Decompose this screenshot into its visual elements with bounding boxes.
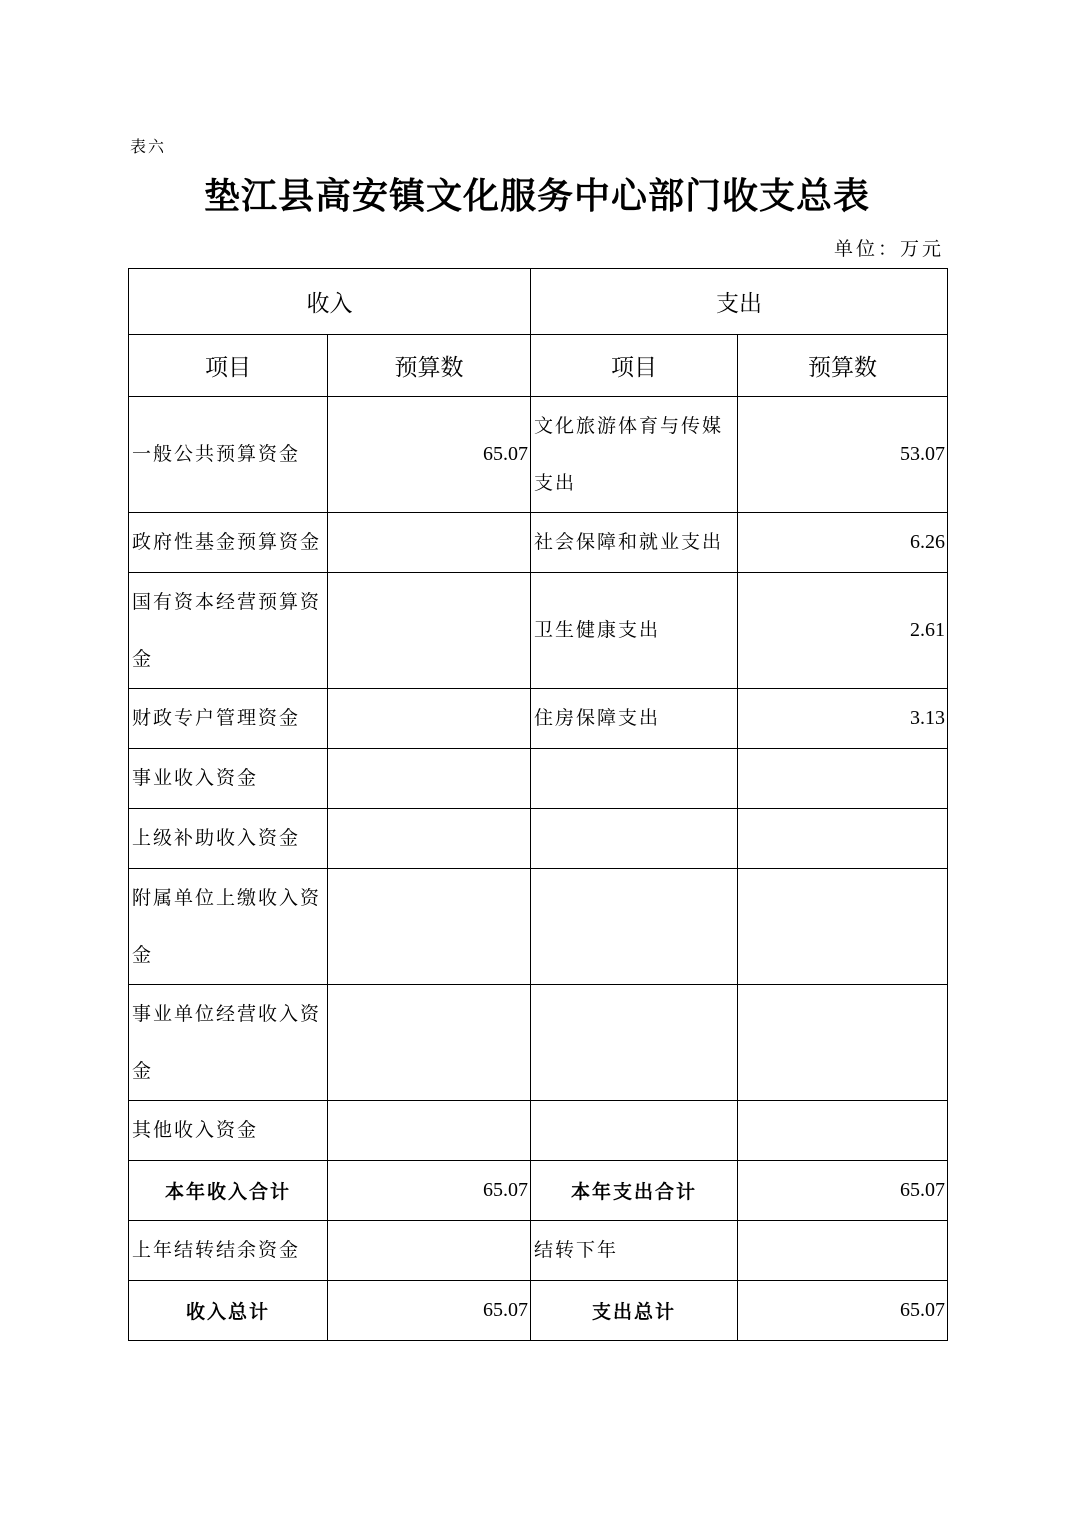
column-header-row bbox=[129, 335, 948, 397]
expense-budget-header: 预算数 bbox=[738, 335, 948, 397]
income-item bbox=[129, 809, 328, 869]
expense-item bbox=[531, 749, 738, 809]
income-item bbox=[129, 513, 328, 573]
expense-item bbox=[531, 689, 738, 749]
section-header-row bbox=[129, 269, 948, 335]
expense-section-header: 支出 bbox=[531, 269, 948, 335]
expense-item bbox=[531, 985, 738, 1101]
expense-item-text: 文化旅游体育与传媒支出 bbox=[534, 414, 724, 494]
table-row bbox=[129, 1101, 948, 1161]
expense-value bbox=[738, 809, 948, 869]
income-budget-header: 预算数 bbox=[328, 335, 531, 397]
income-item bbox=[129, 689, 328, 749]
income-item bbox=[129, 573, 328, 689]
expense-item-text: 卫生健康支出 bbox=[534, 619, 661, 641]
table-row bbox=[129, 869, 948, 985]
expense-value bbox=[738, 749, 948, 809]
income-year-total-label: 本年收入合计 bbox=[129, 1161, 328, 1221]
income-grand-total-value: 65.07 bbox=[328, 1281, 531, 1341]
expense-value: 3.13 bbox=[738, 689, 948, 749]
income-carryover-text: 上年结转结余资金 bbox=[132, 1239, 301, 1261]
table-row bbox=[129, 397, 948, 513]
expense-item bbox=[531, 869, 738, 985]
income-item-text: 财政专户管理资金 bbox=[132, 707, 301, 729]
income-value bbox=[328, 809, 531, 869]
income-grand-total-label: 收入总计 bbox=[129, 1281, 328, 1341]
income-item-text: 政府性基金预算资金 bbox=[132, 531, 322, 553]
income-expense-table bbox=[128, 268, 948, 1341]
expense-item bbox=[531, 513, 738, 573]
income-value bbox=[328, 689, 531, 749]
expense-item-text: 住房保障支出 bbox=[534, 707, 661, 729]
income-item-text: 事业单位经营收入资金 bbox=[132, 1002, 322, 1082]
income-item bbox=[129, 985, 328, 1101]
income-value bbox=[328, 985, 531, 1101]
income-item-text: 事业收入资金 bbox=[132, 767, 259, 789]
income-value bbox=[328, 1101, 531, 1161]
table-row bbox=[129, 809, 948, 869]
table-number-label: 表六 bbox=[130, 137, 167, 156]
expense-value: 53.07 bbox=[738, 397, 948, 513]
table-row bbox=[129, 573, 948, 689]
expense-item-header: 项目 bbox=[531, 335, 738, 397]
income-item bbox=[129, 397, 328, 513]
income-carryover-label bbox=[129, 1221, 328, 1281]
expense-item bbox=[531, 573, 738, 689]
income-item-text: 国有资本经营预算资金 bbox=[132, 590, 322, 670]
expense-item bbox=[531, 1101, 738, 1161]
income-item bbox=[129, 869, 328, 985]
expense-carryover-text: 结转下年 bbox=[534, 1239, 619, 1261]
expense-year-total-label: 本年支出合计 bbox=[531, 1161, 738, 1221]
table-row bbox=[129, 689, 948, 749]
income-item-text: 附属单位上缴收入资金 bbox=[132, 886, 322, 966]
expense-item bbox=[531, 397, 738, 513]
income-item-text: 一般公共预算资金 bbox=[132, 443, 301, 465]
page-title: 垫江县高安镇文化服务中心部门收支总表 bbox=[203, 175, 870, 217]
income-year-total-value: 65.07 bbox=[328, 1161, 531, 1221]
income-section-header: 收入 bbox=[129, 269, 531, 335]
expense-value bbox=[738, 869, 948, 985]
expense-value bbox=[738, 985, 948, 1101]
income-item-header: 项目 bbox=[129, 335, 328, 397]
income-item-text: 其他收入资金 bbox=[132, 1119, 259, 1141]
expense-item bbox=[531, 809, 738, 869]
table-row bbox=[129, 985, 948, 1101]
income-value: 65.07 bbox=[328, 397, 531, 513]
expense-year-total-value: 65.07 bbox=[738, 1161, 948, 1221]
expense-grand-total-label: 支出总计 bbox=[531, 1281, 738, 1341]
year-total-row bbox=[129, 1161, 948, 1221]
expense-carryover-value bbox=[738, 1221, 948, 1281]
income-value bbox=[328, 869, 531, 985]
income-value bbox=[328, 573, 531, 689]
table-row bbox=[129, 513, 948, 573]
expense-carryover-label bbox=[531, 1221, 738, 1281]
income-carryover-value bbox=[328, 1221, 531, 1281]
expense-value bbox=[738, 1101, 948, 1161]
table-row bbox=[129, 749, 948, 809]
income-item bbox=[129, 749, 328, 809]
income-value bbox=[328, 513, 531, 573]
expense-item-text: 社会保障和就业支出 bbox=[534, 531, 724, 553]
expense-value: 6.26 bbox=[738, 513, 948, 573]
expense-grand-total-value: 65.07 bbox=[738, 1281, 948, 1341]
grand-total-row bbox=[129, 1281, 948, 1341]
income-item-text: 上级补助收入资金 bbox=[132, 827, 301, 849]
income-value bbox=[328, 749, 531, 809]
carryover-row bbox=[129, 1221, 948, 1281]
expense-value: 2.61 bbox=[738, 573, 948, 689]
income-item bbox=[129, 1101, 328, 1161]
unit-label: 单位：万元 bbox=[833, 238, 944, 260]
